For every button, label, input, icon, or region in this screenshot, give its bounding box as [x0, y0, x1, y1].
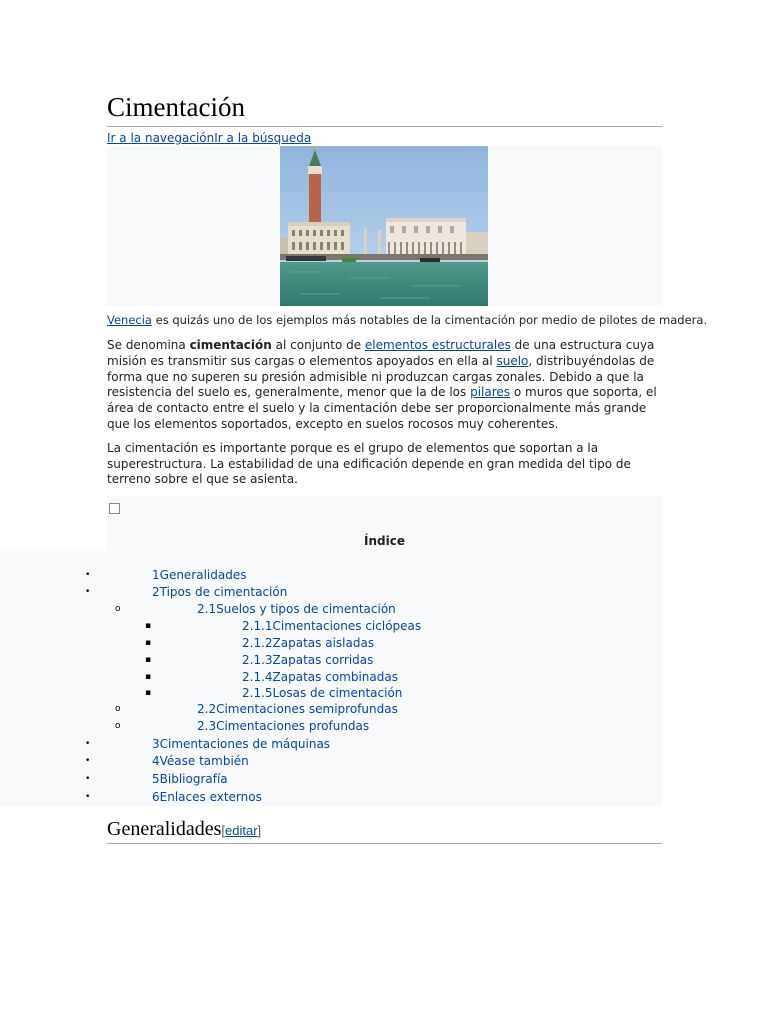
- toc-label: Cimentaciones semiprofundas: [216, 702, 398, 717]
- intro-text: Se denomina: [107, 338, 190, 352]
- edit-section-link[interactable]: editar: [225, 823, 258, 838]
- toc-number: 2.1.4: [242, 670, 273, 685]
- toc-number: 2.1.5: [242, 686, 273, 701]
- toc-bullet: ▪: [145, 638, 152, 649]
- figure-caption: [107, 312, 708, 328]
- toc-background-extension: [0, 551, 107, 806]
- toc-item[interactable]: [152, 568, 247, 583]
- bold-term: cimentación: [189, 338, 272, 352]
- edit-bracket-close: ]: [257, 823, 262, 838]
- intro-text: , distribuyéndolas de forma que no superen su presión admisible ni produzcan cargas zonales. Debido a que la resistencia del suelo es, generalmente, menor que la de los: [107, 353, 655, 400]
- caption-text: es quizás uno de los ejemplos más notables de la cimentación por medio de pilotes de madera.: [151, 313, 708, 327]
- jump-to-search-link[interactable]: Ir a la búsqueda: [214, 131, 312, 145]
- toc-item[interactable]: [242, 670, 398, 685]
- toc-title: Índice: [364, 534, 405, 549]
- toc-number: 2.1.3: [242, 653, 273, 668]
- intro-text: o muros que soporta, el área de contacto entre el suelo y la cimentación debe ser proporcionalmente más grande que los elementos soportados, excepto en suelos rocosos muy coherentes.: [107, 385, 657, 431]
- toc-number: 2.1.2: [242, 636, 273, 651]
- toc-label: Zapatas combinadas: [272, 670, 398, 685]
- toc-number: 6: [152, 790, 160, 805]
- toc-item[interactable]: [242, 686, 402, 701]
- toc-toggle-checkbox[interactable]: [109, 503, 120, 514]
- toc-bullet: ▪: [145, 688, 152, 699]
- toc-label: Losas de cimentación: [272, 686, 403, 701]
- toc-item[interactable]: [152, 772, 228, 787]
- toc-label: Cimentaciones ciclópeas: [272, 619, 422, 634]
- toc-bullet: •: [85, 739, 91, 750]
- toc-bullet: ▪: [145, 672, 152, 683]
- intro-paragraph-2: La cimentación es importante porque es el grupo de elementos que soportan a la superestructura. La estabilidad de una edificación depende en gran medida del tipo de terreno sobre el que se asienta.: [107, 440, 631, 487]
- toc-number: 2.3: [197, 719, 217, 734]
- toc-label: Cimentaciones profundas: [216, 719, 370, 734]
- toc-bullet: •: [85, 774, 91, 785]
- toc-item[interactable]: [152, 585, 287, 600]
- intro-paragraph-1: [107, 338, 662, 433]
- toc-item[interactable]: [152, 790, 262, 805]
- section-heading-generalidades: [107, 818, 662, 844]
- toc-bullet: o: [115, 721, 121, 732]
- toc-label: Véase también: [159, 754, 249, 769]
- pilares-link[interactable]: pilares: [470, 385, 511, 400]
- toc-number: 5: [152, 772, 160, 787]
- edit-section: [221, 823, 261, 838]
- toc-item[interactable]: [152, 737, 330, 752]
- toc-label: Zapatas corridas: [272, 653, 374, 668]
- page-title: Cimentación: [107, 90, 662, 127]
- toc-bullet: •: [85, 570, 91, 581]
- table-of-contents: [85, 496, 662, 806]
- toc-number: 3: [152, 737, 160, 752]
- toc-label: Bibliografía: [159, 772, 228, 787]
- edit-bracket-open: [: [221, 823, 226, 838]
- venice-photo[interactable]: [280, 146, 488, 306]
- toc-label: Tipos de cimentación: [159, 585, 288, 600]
- toc-bullet: •: [85, 587, 91, 598]
- toc-item[interactable]: [242, 653, 373, 668]
- toc-item[interactable]: [242, 619, 421, 634]
- venecia-link[interactable]: Venecia: [107, 313, 152, 327]
- toc-bullet: o: [115, 704, 121, 715]
- toc-item[interactable]: [152, 754, 249, 769]
- toc-item[interactable]: [197, 602, 396, 617]
- toc-bullet: ▪: [145, 621, 152, 632]
- toc-item[interactable]: [242, 636, 374, 651]
- suelo-link[interactable]: suelo: [496, 353, 529, 368]
- jump-links: [107, 130, 662, 146]
- toc-label: Suelos y tipos de cimentación: [216, 602, 396, 617]
- toc-number: 4: [152, 754, 160, 769]
- section-title: Generalidades: [107, 818, 222, 840]
- intro-text: de una estructura cuya misión es transmitir sus cargas o elementos apoyados en ella al: [107, 338, 655, 368]
- toc-bullet: o: [115, 604, 121, 615]
- toc-item[interactable]: [197, 719, 369, 734]
- toc-bullet: •: [85, 792, 91, 803]
- toc-number: 2.1: [197, 602, 217, 617]
- intro-text: al conjunto de: [271, 338, 365, 352]
- toc-bullet: •: [85, 756, 91, 767]
- toc-number: 1: [152, 568, 160, 583]
- thumbnail-figure: [107, 146, 662, 306]
- toc-label: Generalidades: [159, 568, 247, 583]
- toc-number: 2.2: [197, 702, 217, 717]
- toc-label: Cimentaciones de máquinas: [159, 737, 331, 752]
- elementos-estructurales-link[interactable]: elementos estructurales: [364, 338, 511, 352]
- toc-number: 2: [152, 585, 160, 600]
- toc-label: Enlaces externos: [159, 790, 262, 805]
- jump-to-navigation-link[interactable]: Ir a la navegación: [107, 131, 215, 145]
- toc-bullet: ▪: [145, 655, 152, 666]
- toc-number: 2.1.1: [242, 619, 273, 634]
- article-body: [85, 90, 708, 806]
- toc-item[interactable]: [197, 702, 398, 717]
- toc-label: Zapatas aisladas: [272, 636, 375, 651]
